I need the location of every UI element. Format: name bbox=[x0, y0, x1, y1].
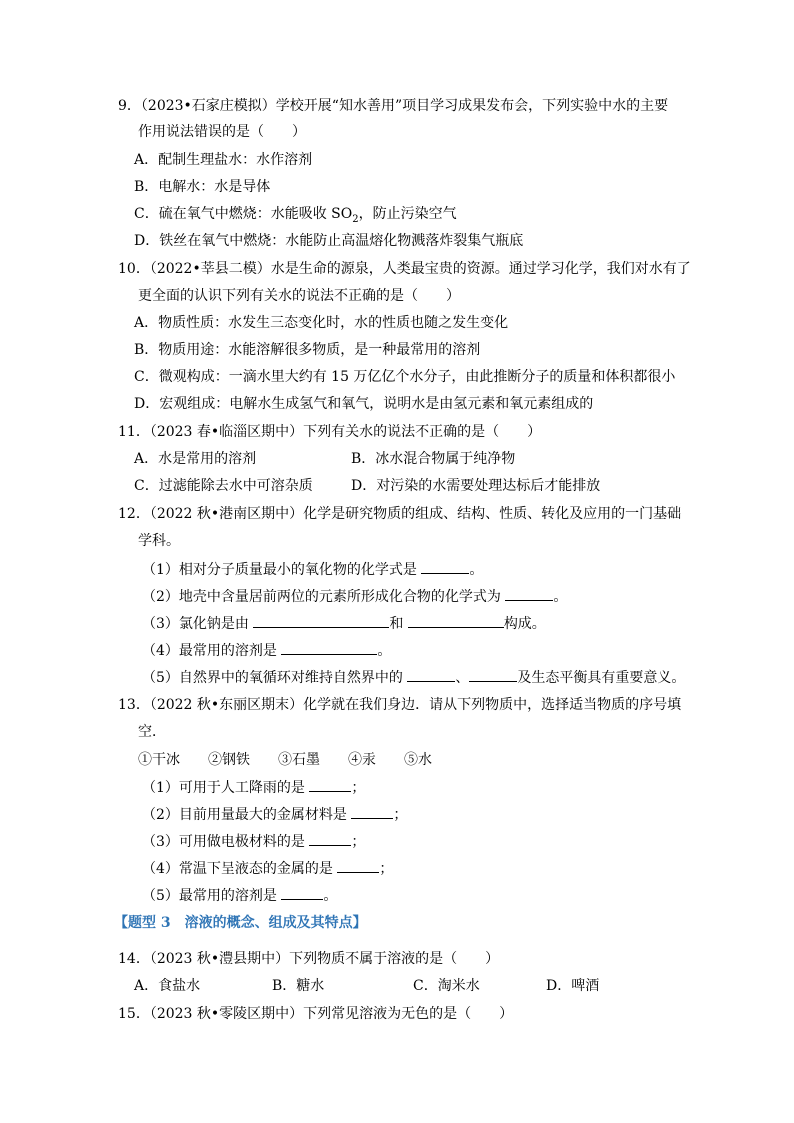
q12-sub1 bbox=[142, 559, 483, 580]
q12-sub4-text: （4）最常用的溶剂是 bbox=[142, 643, 282, 659]
q13-choice-1: ①干冰 bbox=[138, 752, 180, 768]
q9-stem-line2: 作用说法错误的是（ ） bbox=[138, 124, 306, 140]
q12-sub3-mid: 和 bbox=[389, 616, 408, 632]
q10-stem-line2: 更全面的认识下列有关水的说法不正确的是（ ） bbox=[138, 288, 460, 304]
q13-sub4 bbox=[142, 858, 393, 879]
q12-stem-line2: 学科。 bbox=[138, 533, 180, 549]
q13-choice-2: ②钢铁 bbox=[208, 752, 250, 768]
q12-sub2-text: （2）地壳中含量居前两位的元素所形成化合物的化学式为 bbox=[142, 589, 506, 605]
q9-option-c-text: C．硫在氧气中燃烧：水能吸收 SO bbox=[134, 206, 353, 222]
q13-sub1 bbox=[142, 777, 365, 798]
q12-sub5-blank2[interactable] bbox=[469, 667, 517, 682]
q12-sub5 bbox=[142, 667, 685, 688]
q13-sub2-end: ； bbox=[393, 807, 408, 823]
q12-sub2-blank[interactable] bbox=[505, 586, 553, 601]
q13-choice-5: ⑤水 bbox=[404, 752, 432, 768]
q12-sub5-mid: 、 bbox=[455, 670, 470, 686]
q13-sub3-text: （3）可用做电极材料的是 bbox=[142, 834, 310, 850]
q14-option-c: C．淘米水 bbox=[413, 978, 480, 994]
q12-sub3-end: 构成。 bbox=[503, 616, 546, 632]
q13-sub5-blank[interactable] bbox=[281, 885, 323, 900]
section-heading: 【题型 3 溶液的概念、组成及其特点】 bbox=[114, 915, 367, 931]
q12-sub3-blank2[interactable] bbox=[408, 613, 504, 628]
q13-choice-3: ③石墨 bbox=[278, 752, 320, 768]
q13-sub2-text: （2）目前用量最大的金属材料是 bbox=[142, 807, 352, 823]
q9-option-c-rest: ，防止污染空气 bbox=[358, 206, 457, 222]
q12-sub5-end: 及生态平衡具有重要意义。 bbox=[517, 670, 686, 686]
q10-option-c: C．微观构成：一滴水里大约有 15 万亿亿个水分子，由此推断分子的质量和体积都很小 bbox=[134, 369, 676, 385]
q12-sub1-end: 。 bbox=[469, 562, 484, 578]
q12-sub4-end: 。 bbox=[377, 643, 392, 659]
q14-option-a: A．食盐水 bbox=[134, 978, 201, 994]
q14-option-d: D．啤酒 bbox=[546, 978, 600, 994]
q12-sub5-text: （5）自然界中的氧循环对维持自然界中的 bbox=[142, 670, 408, 686]
q9-option-c bbox=[134, 204, 457, 230]
q12-sub2 bbox=[142, 586, 567, 607]
q13-sub2 bbox=[142, 804, 407, 825]
q11-option-a: A．水是常用的溶剂 bbox=[134, 451, 257, 467]
q10-option-a: A．物质性质：水发生三态变化时，水的性质也随之发生变化 bbox=[134, 315, 509, 331]
q12-sub1-blank[interactable] bbox=[421, 559, 469, 574]
q12-sub5-blank1[interactable] bbox=[407, 667, 455, 682]
q13-sub3-end: ； bbox=[351, 834, 366, 850]
q12-sub4-blank[interactable] bbox=[281, 640, 377, 655]
q13-sub1-blank[interactable] bbox=[309, 777, 351, 792]
q13-choice-4: ④汞 bbox=[348, 752, 376, 768]
q9-stem-line1: 9．（2023•石家庄模拟）学校开展“知水善用”项目学习成果发布会，下列实验中水的主要 bbox=[118, 98, 669, 114]
q13-sub1-text: （1）可用于人工降雨的是 bbox=[142, 780, 310, 796]
q12-sub2-end: 。 bbox=[553, 589, 568, 605]
q12-sub1-text: （1）相对分子质量最小的氧化物的化学式是 bbox=[142, 562, 422, 578]
q10-stem-line1: 10．（2022•莘县二模）水是生命的源泉，人类最宝贵的资源。通过学习化学，我们对水有了 bbox=[118, 261, 691, 277]
q13-stem-line1: 13．（2022 秋•东丽区期末）化学就在我们身边．请从下列物质中，选择适当物质的序号填 bbox=[118, 697, 682, 713]
q13-sub4-end: ； bbox=[379, 861, 394, 877]
q13-stem-line2: 空． bbox=[138, 724, 166, 740]
q13-sub2-blank[interactable] bbox=[351, 804, 393, 819]
q11-option-b: B．冰水混合物属于纯净物 bbox=[351, 451, 516, 467]
q13-sub1-end: ； bbox=[351, 780, 366, 796]
q11-option-d: D．对污染的水需要处理达标后才能排放 bbox=[351, 478, 601, 494]
q9-option-a: A．配制生理盐水：水作溶剂 bbox=[134, 152, 313, 168]
q12-sub3-blank1[interactable] bbox=[253, 613, 389, 628]
q13-sub4-blank[interactable] bbox=[337, 858, 379, 873]
q12-sub3-text: （3）氯化钠是由 bbox=[142, 616, 254, 632]
q10-option-d: D．宏观组成：电解水生成氢气和氧气，说明水是由氢元素和氧元素组成的 bbox=[134, 396, 594, 412]
q13-sub3 bbox=[142, 831, 365, 852]
q13-sub3-blank[interactable] bbox=[309, 831, 351, 846]
q15-stem: 15．（2023 秋•零陵区期中）下列常见溶液为无色的是（ ） bbox=[118, 1006, 514, 1022]
q10-option-b: B．物质用途：水能溶解很多物质，是一种最常用的溶剂 bbox=[134, 342, 481, 358]
q9-option-d: D．铁丝在氧气中燃烧：水能防止高温熔化物溅落炸裂集气瓶底 bbox=[134, 233, 524, 249]
q14-stem: 14．（2023 秋•澧县期中）下列物质不属于溶液的是（ ） bbox=[118, 951, 500, 967]
q9-option-c-subscript: 2 bbox=[352, 213, 359, 225]
q13-choices bbox=[138, 750, 460, 770]
q9-option-b: B．电解水：水是导体 bbox=[134, 179, 271, 195]
q13-sub5-end: 。 bbox=[323, 888, 338, 904]
q13-sub5 bbox=[142, 885, 337, 906]
q11-option-c: C．过滤能除去水中可溶杂质 bbox=[134, 478, 313, 494]
q12-stem-line1: 12．（2022 秋•港南区期中）化学是研究物质的组成、结构、性质、转化及应用的一门基础 bbox=[118, 506, 682, 522]
q13-sub4-text: （4）常温下呈液态的金属的是 bbox=[142, 861, 338, 877]
q12-sub3 bbox=[142, 613, 546, 634]
q11-stem: 11．（2023 春•临淄区期中）下列有关水的说法不正确的是（ ） bbox=[118, 424, 542, 440]
q12-sub4 bbox=[142, 640, 391, 661]
q13-sub5-text: （5）最常用的溶剂是 bbox=[142, 888, 282, 904]
q14-option-b: B．糖水 bbox=[272, 978, 325, 994]
